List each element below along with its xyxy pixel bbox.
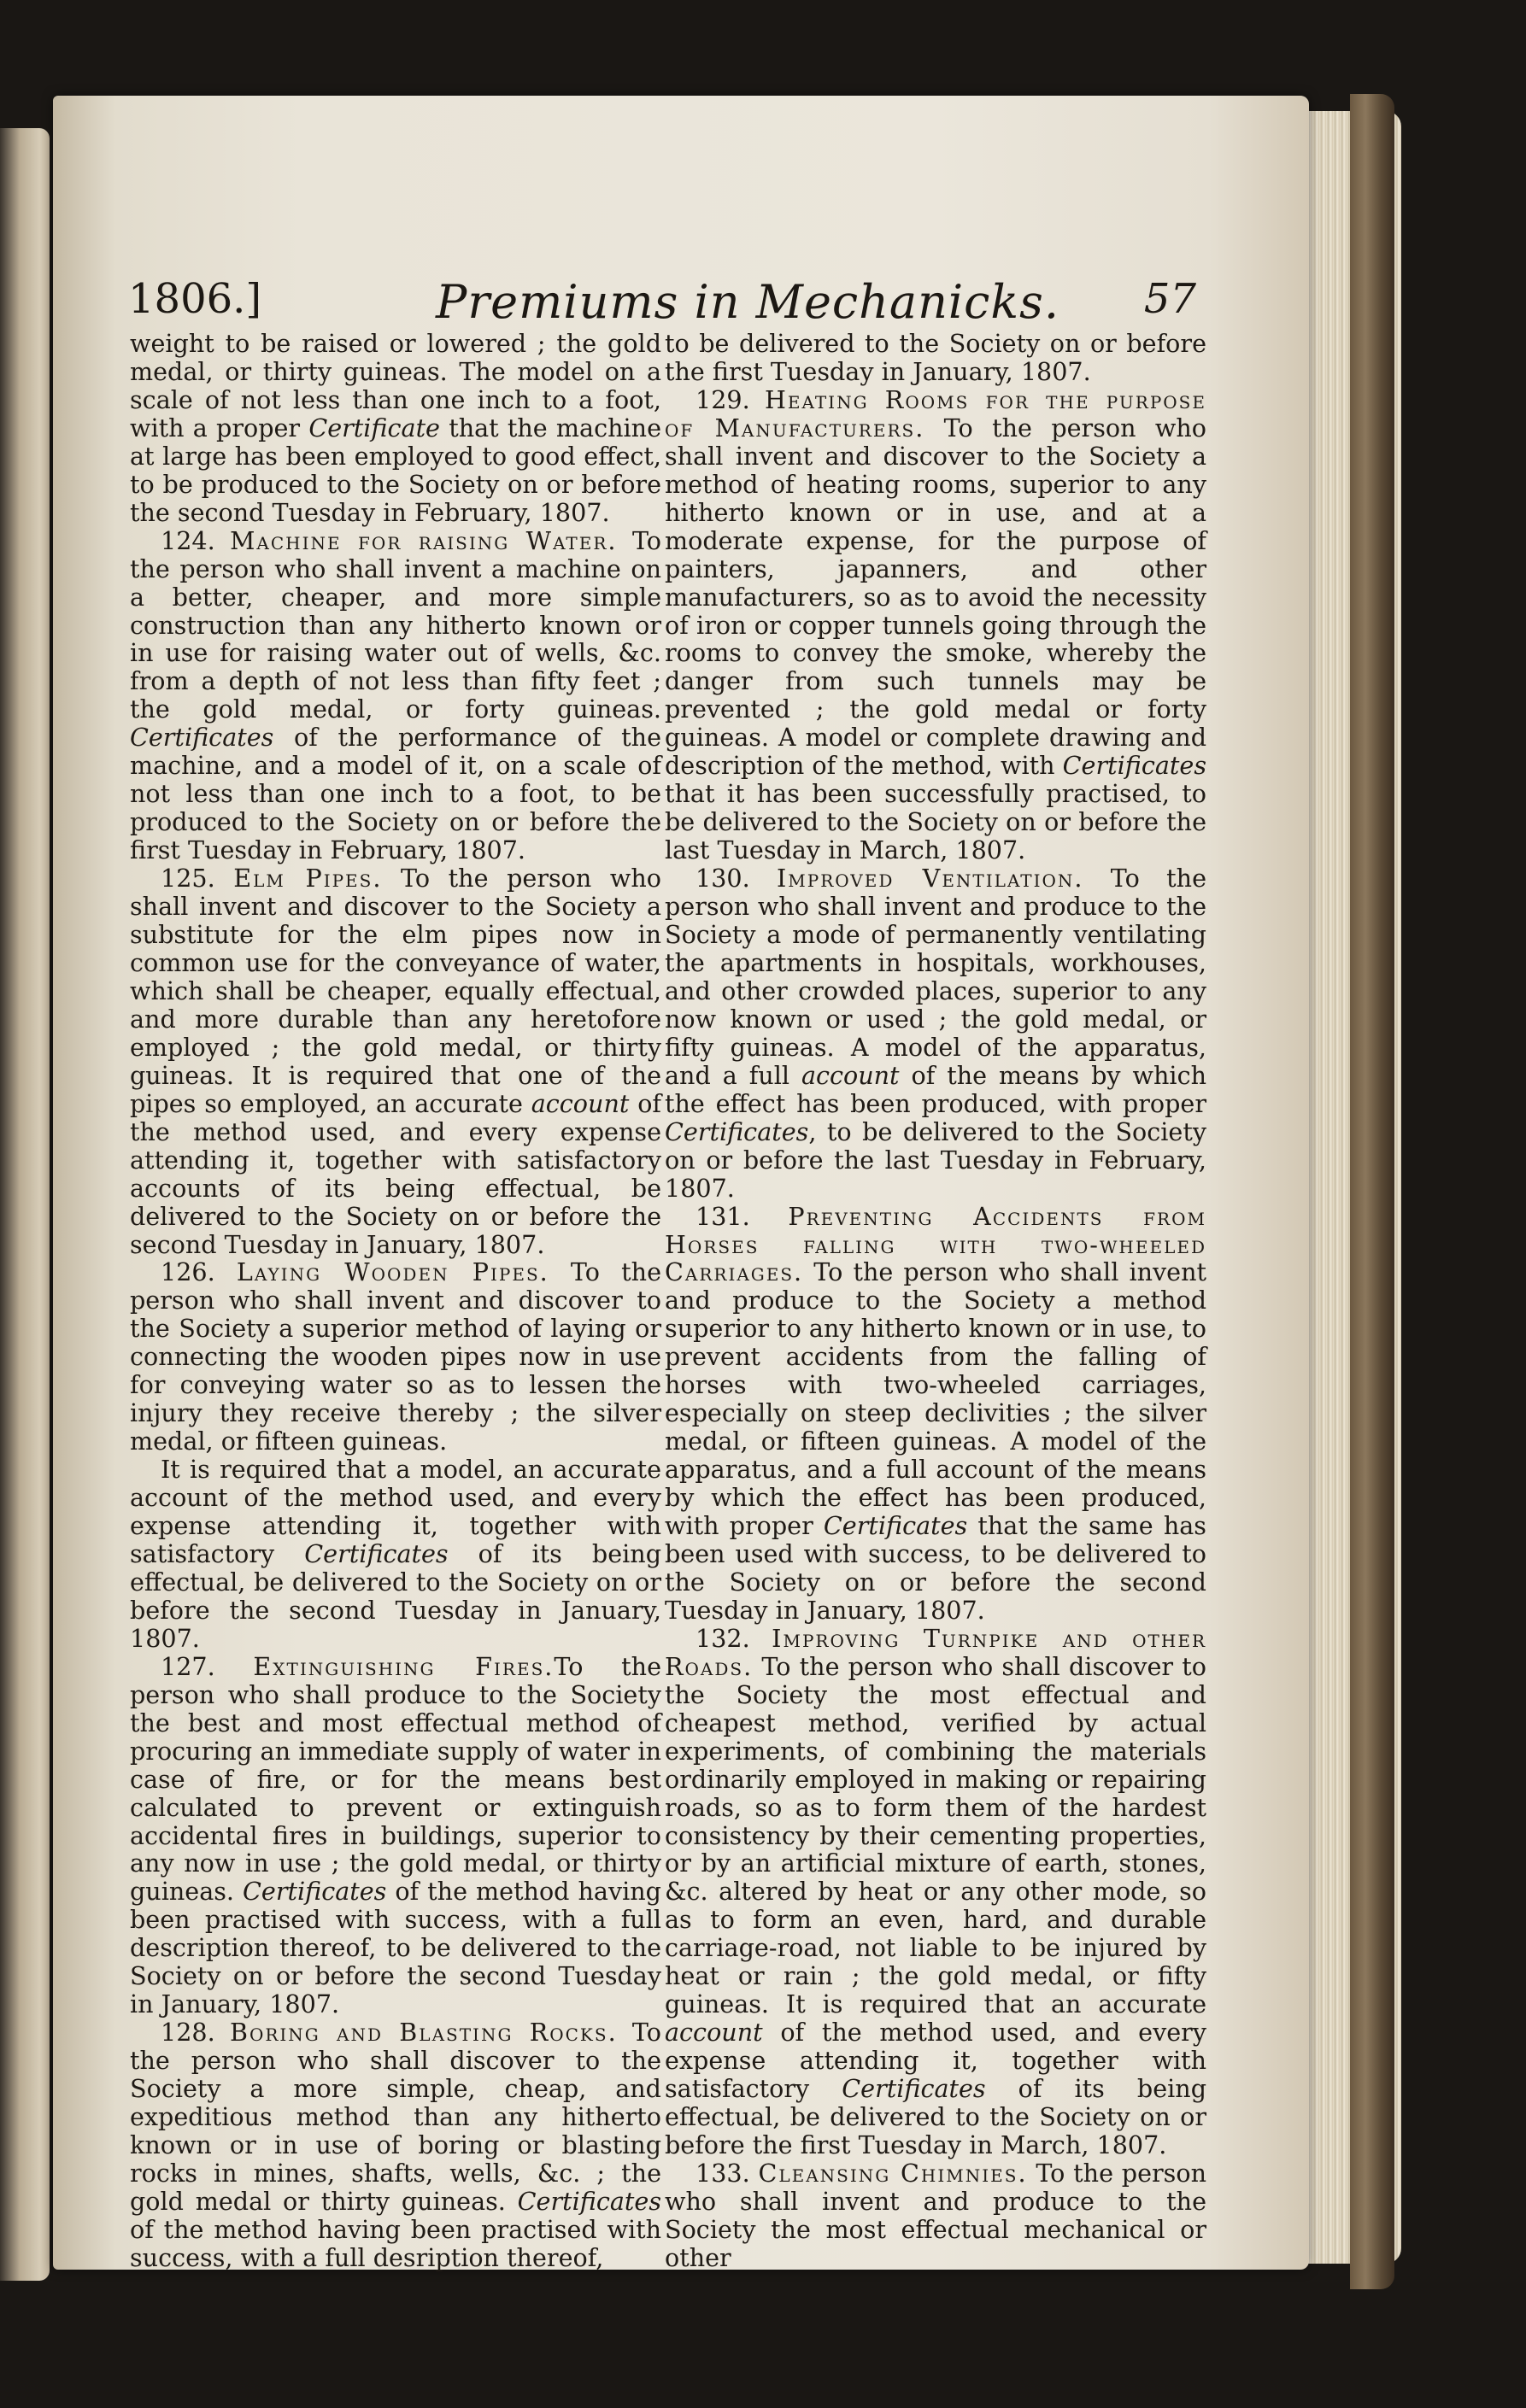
- entry-heading: Laying Wooden Pipes.: [236, 1257, 549, 1287]
- entry-heading: Heating Rooms for the purpose of Manufacturers.: [665, 384, 1206, 442]
- running-header: [128, 275, 1196, 329]
- entry-126-requirement: It is required that a model, an accurate account of the method used, and every expense attending it, together with satisfactory Certificates of its being effectual, be delivered to the Society on or before the second Tuesday in January, 1807.: [130, 1455, 662, 1653]
- book-cover-edge: [1350, 94, 1394, 2289]
- entry-heading: Machine for raising Water.: [230, 525, 618, 555]
- page-number: 57: [1143, 275, 1196, 323]
- entry-128: 128. Boring and Blasting Rocks. To the person who shall discover to the Society a more simple, cheap, and expeditious method than any hitherto known or in use of boring or blasting rocks in mines, shafts, wells, &c. ; the gold medal or thirty guineas. Certificates of the method having been practised with success, with a full desription thereof,: [130, 2018, 661, 2272]
- entry-heading: Boring and Blasting Rocks.: [229, 2018, 618, 2048]
- entry-124: 124. Machine for raising Water. To the person who shall invent a machine on a better, cheaper, and more simple construction than any hitherto known or in use for raising water out of wells, &c. from a depth of not less than fifty feet ; the gold medal, or forty guineas. Certificates of the performance of the machine, and a model of it, on a scale of not less than one inch to a foot, to be produced to the Society on or before the first Tuesday in February, 1807.: [130, 525, 662, 865]
- entry-heading: Improving Turnpike and other Roads.: [665, 1623, 1206, 1681]
- left-column: [130, 330, 661, 2272]
- continued-paragraph: weight to be raised or lowered ; the gold medal, or thirty guineas. The model on a scale of not less than one inch to a foot, with a proper Certificate that the machine at large has been employed to good effect, to be produced to the Society on or before the second Tuesday in February, 1807.: [130, 329, 661, 527]
- continued-paragraph: to be delivered to the Society on or before the first Tuesday in January, 1807.: [665, 329, 1206, 386]
- entry-131: 131. Preventing Accidents from Horses falling with two-wheeled Carriages. To the person who shall invent and produce to the Society a method superior to any hitherto known or in use, to prevent accidents from the falling of horses with two-wheeled carriages, especially on steep declivities ; the silver medal, or fifteen guineas. A model of the apparatus, and a full account of the means by which the effect has been produced, with proper Certificates that the same has been used with success, to be delivered to the Society on or before the second Tuesday in January, 1807.: [665, 1201, 1206, 1625]
- entry-132: 132. Improving Turnpike and other Roads. To the person who shall discover to the Society the most effectual and cheapest method, verified by actual experiments, of combining the materials ordinarily employed in making or repairing roads, so as to form them of the hardest consistency by their cementing properties, or by an artificial mixture of earth, stones, &c. altered by heat or any other mode, so as to form an even, hard, and durable carriage-road, not liable to be injured by heat or rain ; the gold medal, or fifty guineas. It is required that an accurate account of the method used, and every expense attending it, together with satisfactory Certificates of its being effectual, be delivered to the Society on or before the first Tuesday in March, 1807.: [665, 1623, 1207, 2159]
- entry-129: 129. Heating Rooms for the purpose of Manufacturers. To the person who shall invent and discover to the Society a method of heating rooms, superior to any hitherto known or in use, and at a moderate expense, for the purpose of painters, japanners, and other manufacturers, so as to avoid the necessity of iron or copper tunnels going through the rooms to convey the smoke, whereby the danger from such tunnels may be prevented ; the gold medal or forty guineas. A model or complete drawing and description of the method, with Certificates that it has been successfully practised, to be delivered to the Society on or before the last Tuesday in March, 1807.: [665, 384, 1206, 865]
- header-title: Premiums in Mechanicks.: [436, 275, 1060, 329]
- entry-125: 125. Elm Pipes. To the person who shall invent and discover to the Society a substitute for the elm pipes now in common use for the conveyance of water, which shall be cheaper, equally effectual, and more durable than any heretofore employed ; the gold medal, or thirty guineas. It is required that one of the pipes so employed, an accurate account of the method used, and every expense attending it, together with satisfactory accounts of its being effectual, be delivered to the Society on or before the second Tuesday in January, 1807.: [130, 864, 662, 1259]
- entry-heading: Preventing Accidents from Horses falling with two-wheeled Carriages.: [665, 1201, 1206, 1287]
- entry-heading: Extinguishing Fires.: [253, 1651, 555, 1681]
- entry-133: 133. Cleansing Chimnies. To the person who shall invent and produce to the Society the most effectual mechanical or other: [665, 2158, 1206, 2272]
- entry-heading: Elm Pipes.: [233, 864, 383, 893]
- left-page-edge: [0, 128, 50, 2281]
- entry-130: 130. Improved Ventilation. To the person who shall invent and produce to the Society a mode of permanently ventilating the apartments in hospitals, workhouses, and other crowded places, superior to any now known or used ; the gold medal, or fifty guineas. A model of the apparatus, and a full account of the means by which the effect has been produced, with proper Certificates, to be delivered to the Society on or before the last Tuesday in February, 1807.: [665, 864, 1206, 1203]
- entry-127: 127. Extinguishing Fires.To the person who shall produce to the Society the best and most effectual method of procuring an immediate supply of water in case of fire, or for the means best calculated to prevent or extinguish accidental fires in buildings, superior to any now in use ; the gold medal, or thirty guineas. Certificates of the method having been practised with success, with a full description thereof, to be delivered to the Society on or before the second Tuesday in January, 1807.: [130, 1651, 661, 2019]
- header-year: 1806.]: [128, 275, 262, 323]
- entry-heading: Improved Ventilation.: [776, 864, 1084, 893]
- entry-126: 126. Laying Wooden Pipes. To the person who shall invent and discover to the Society a superior method of laying or connecting the wooden pipes now in use for conveying water so as to lessen the injury they receive thereby ; the silver medal, or fifteen guineas.: [130, 1257, 661, 1456]
- entry-heading: Cleansing Chimnies.: [758, 2158, 1028, 2188]
- right-column: [665, 330, 1206, 2272]
